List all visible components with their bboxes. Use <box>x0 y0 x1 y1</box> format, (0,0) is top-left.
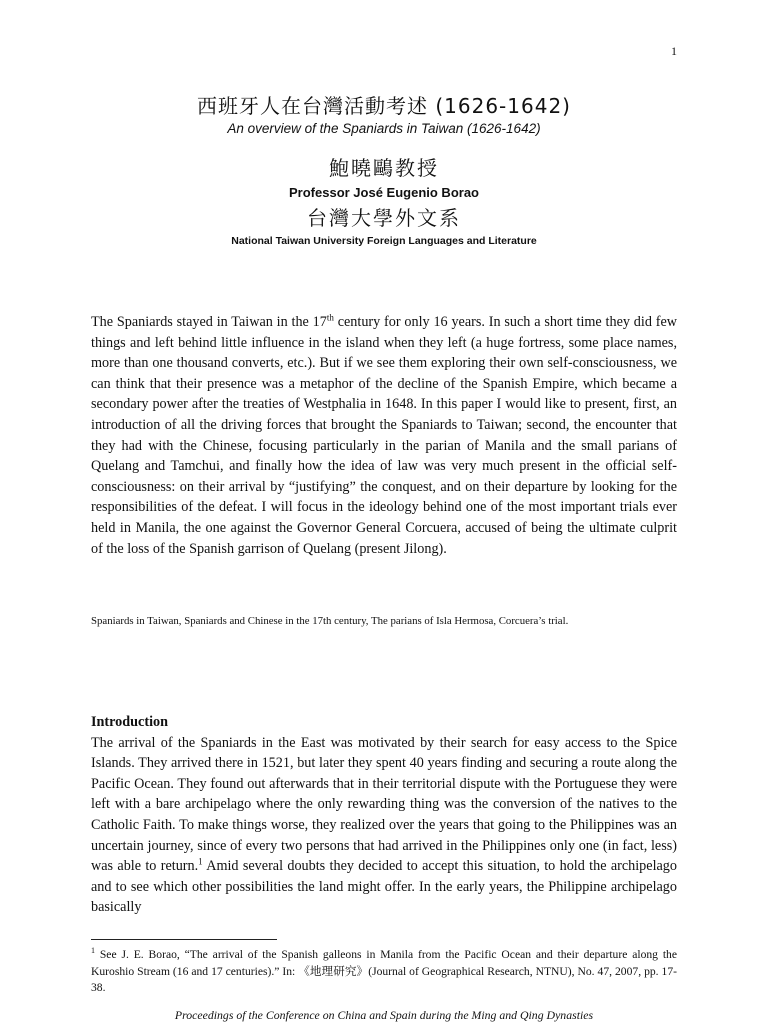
keywords: Spaniards in Taiwan, Spaniards and Chinese in the 17th century, The parians of Isla Hermosa, Corcuera’s trial. <box>91 615 569 627</box>
abstract-paragraph <box>91 312 677 559</box>
introduction-text-start: The arrival of the Spaniards in the East was motivated by their search for easy access to the Spice Islands. They arrived there in 1521, but later they spent 40 years finding and securing a route along the Pacific Ocean. They found out afterwards that in their territorial dispute with the Portuguese they were left with a bare archipelago where the only rewarding thing was the conversion of the natives to the Catholic Faith. To make things worse, they realized over the years that going to the Philippines was an uncertain journey, since of every two persons that had arrived in the Philippines only one (in fact, less) was able to return. <box>91 734 677 875</box>
footnote-number: 1 <box>91 946 95 956</box>
title-english: An overview of the Spaniards in Taiwan (1626-1642) <box>227 121 541 136</box>
introduction-text-rest: Amid several doubts they decided to accept this situation, to hold the archipelago and to see which other possibilities the land might offer. In the early years, the Philippine archipelago basically <box>91 858 677 916</box>
author-english: Professor José Eugenio Borao <box>289 185 479 200</box>
introduction-section <box>91 712 677 918</box>
author-chinese: 鮑曉鷗教授 <box>329 156 439 180</box>
title-chinese: 西班牙人在台灣活動考述 (1626-1642) <box>197 94 571 118</box>
abstract-text-start: The Spaniards stayed in Taiwan in the 17 <box>91 314 327 330</box>
footnote-divider <box>91 939 277 940</box>
institution-english: National Taiwan University Foreign Languages and Literature <box>231 235 537 247</box>
footnote <box>91 947 677 997</box>
introduction-paragraph <box>91 733 677 918</box>
institution-chinese: 台灣大學外文系 <box>307 206 461 230</box>
abstract-text-rest: century for only 16 years. In such a short time they did few things and left behind little influence in the island when they left (a huge fortress, some place names, more than one thousand converts, etc.). But if we see them exploring their own self-consciousness, we can think that their presence was a metaphor of the decline of the Spanish Empire, which became a secondary power after the treaties of Westphalia in 1648. In this paper I would like to present, first, an introduction of all the driving forces that brought the Spaniards to Taiwan; second, the encounter that they had with the Chinese, focusing particularly in the parian of Manila and the small parians of Quelang and Tamchui, and finally how the idea of law was very much present in the official self-consciousness: on their arrival by “justifying” the conquest, and on their departure by looking for the responsibilities of the defeat. I will focus in the ideology behind one of the most important trials ever held in Manila, the one against the Governor General Corcuera, accused of being the ultimate culprit of the loss of the Spanish garrison of Quelang (present Jilong). <box>91 314 677 557</box>
footnote-reference[interactable]: 1 <box>198 856 203 867</box>
abstract-superscript: th <box>326 312 334 323</box>
footnote-text: See J. E. Borao, “The arrival of the Spanish galleons in Manila from the Pacific Ocean and their departure along the Kuroshio Stream (16 and 17 centuries).” In: 《地理研究》(Journal of Geographical Research, NTNU), No. 47, 2007, pp. 17-38. <box>91 948 677 994</box>
introduction-heading: Introduction <box>91 714 168 730</box>
title-block <box>0 93 768 247</box>
page-number: 1 <box>671 44 677 58</box>
proceedings-footer: Proceedings of the Conference on China and Spain during the Ming and Qing Dynasties <box>174 1008 594 1022</box>
